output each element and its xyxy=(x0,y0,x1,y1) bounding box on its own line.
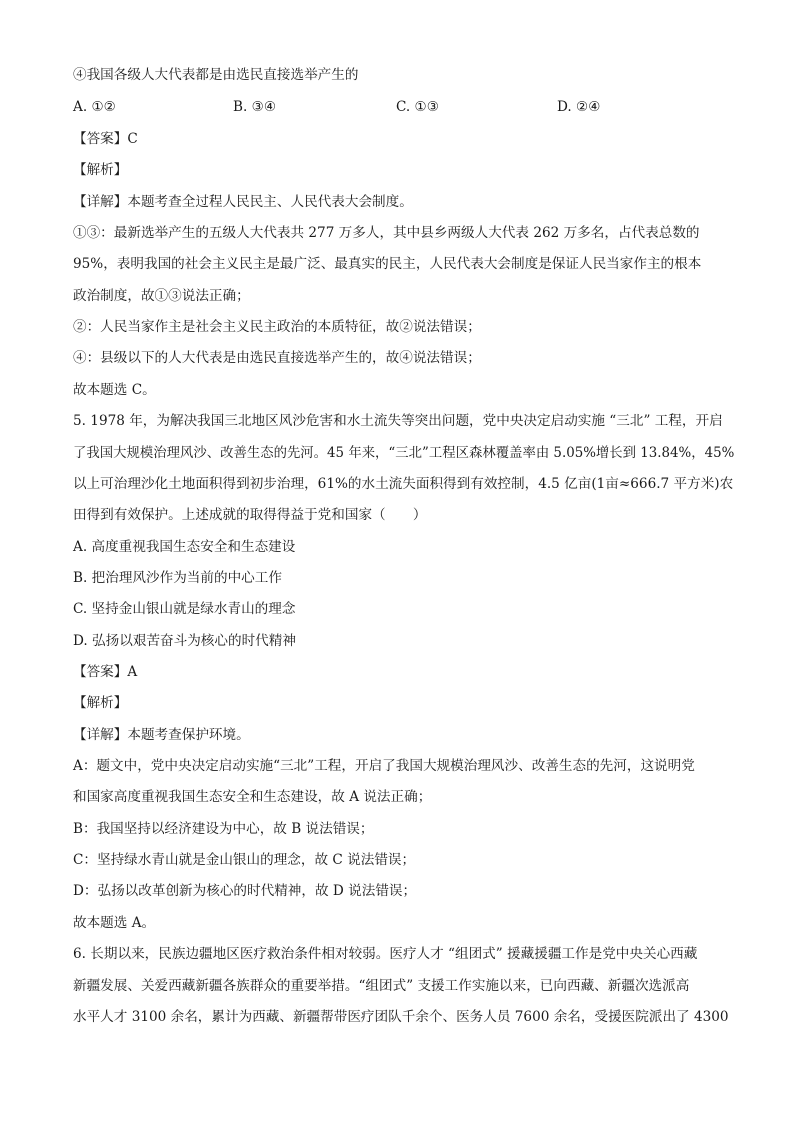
q4-option-c: C. ①③ xyxy=(396,99,439,115)
q4-option-b: B. ③④ xyxy=(233,99,277,115)
q4-detail-line: 【详解】本题考查全过程人民民主、人民代表大会制度。 xyxy=(73,194,413,210)
q5-detail-line: C：坚持绿水青山就是金山银山的理念，故 C 说法错误； xyxy=(73,852,416,868)
q4-detail-line: ①③：最新选举产生的五级人大代表共 277 万多人，其中县乡两级人大代表 262 万多名，占代表总数的 xyxy=(73,225,700,241)
q4-conclusion: 故本题选 C。 xyxy=(73,382,156,398)
q5-detail-line: 和国家高度重视我国生态安全和生态建设，故 A 说法正确； xyxy=(73,789,432,805)
q5-detail-line: D：弘扬以改革创新为核心的时代精神，故 D 说法错误； xyxy=(73,883,417,899)
q5-stem-line: 田得到有效保护。上述成就的取得得益于党和国家（ ） xyxy=(73,507,427,523)
q4-analysis-heading: 【解析】 xyxy=(73,162,128,178)
q5-detail-line: A：题文中，党中央决定启动实施“三北”工程，开启了我国大规模治理风沙、改善生态的先河，这说明党 xyxy=(73,758,695,774)
q5-stem-line: 5. 1978 年，为解决我国三北地区风沙危害和水土流失等突出问题，党中央决定启动实施 “三北” 工程，开启 xyxy=(73,413,723,429)
q4-statement-4: ④我国各级人大代表都是由选民直接选举产生的 xyxy=(73,67,359,83)
q5-detail-line: B：我国坚持以经济建设为中心，故 B 说法错误； xyxy=(73,821,374,837)
q4-detail-line: 政治制度，故①③说法正确； xyxy=(73,288,250,304)
q4-option-d: D. ②④ xyxy=(557,99,601,115)
q6-stem-line: 新疆发展、关爱西藏新疆各族群众的重要举措。“组团式” 支援工作实施以来，已向西藏、新疆次选派高 xyxy=(73,978,690,994)
q4-detail-line: ④：县级以下的人大代表是由选民直接选举产生的，故④说法错误； xyxy=(73,350,481,366)
q6-stem-line: 6. 长期以来，民族边疆地区医疗救治条件相对较弱。医疗人才 “组团式” 援藏援疆工作是党中央关心西藏 xyxy=(73,946,698,962)
q4-detail-line: ②：人民当家作主是社会主义民主政治的本质特征，故②说法错误； xyxy=(73,319,481,335)
q5-option-c: C. 坚持金山银山就是绿水青山的理念 xyxy=(73,601,296,617)
q5-analysis-heading: 【解析】 xyxy=(73,695,128,711)
q6-stem-line: 水平人才 3100 余名，累计为西藏、新疆帮带医疗团队千余个、医务人员 7600 余名，受援医院派出了 4300 xyxy=(73,1009,729,1025)
q4-detail-line: 95%，表明我国的社会主义民主是最广泛、最真实的民主，人民代表大会制度是保证人民当家作主的根本 xyxy=(73,256,702,272)
q5-detail-line: 【详解】本题考查保护环境。 xyxy=(73,727,250,743)
q5-option-b: B. 把治理风沙作为当前的中心工作 xyxy=(73,570,282,586)
q4-answer: 【答案】C xyxy=(73,131,138,147)
q5-option-d: D. 弘扬以艰苦奋斗为核心的时代精神 xyxy=(73,633,296,649)
q5-answer: 【答案】A xyxy=(73,664,138,680)
q5-stem-line: 了我国大规模治理风沙、改善生态的先河。45 年来，“三北”工程区森林覆盖率由 5.05%增长到 13.84%，45% xyxy=(73,445,735,461)
q4-option-a: A. ①② xyxy=(73,99,116,115)
q5-option-a: A. 高度重视我国生态安全和生态建设 xyxy=(73,539,296,555)
q5-stem-line: 以上可治理沙化土地面积得到初步治理，61%的水土流失面积得到有效控制，4.5 亿亩(1亩≈666.7 平方米)农 xyxy=(73,476,734,492)
q5-conclusion: 故本题选 A。 xyxy=(73,915,156,931)
